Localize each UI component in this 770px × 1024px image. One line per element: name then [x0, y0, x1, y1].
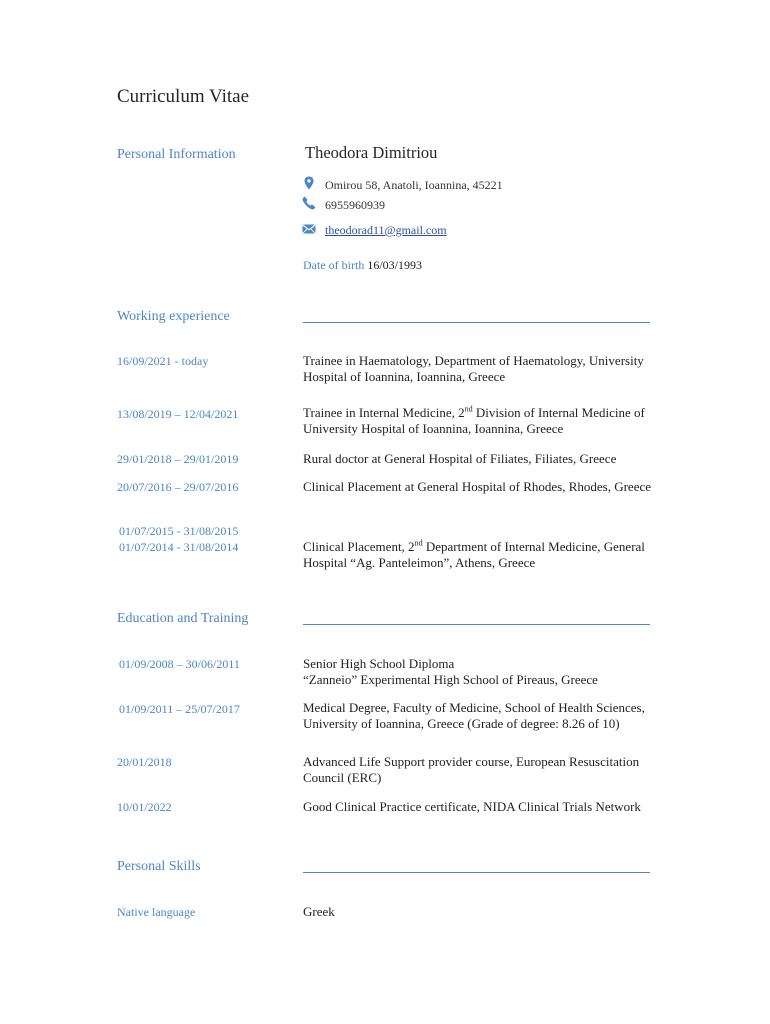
page-title: Curriculum Vitae [117, 86, 250, 107]
person-name: Theodora Dimitriou [305, 143, 438, 162]
native-language-label: Native language [117, 905, 196, 919]
work-description: Rural doctor at General Hospital of Filiates, Filiates, Greece [303, 451, 617, 466]
section-divider [303, 322, 650, 323]
section-divider [303, 624, 650, 625]
education-description: Good Clinical Practice certificate, NIDA Clinical Trials Network [303, 799, 641, 814]
education-date: 01/09/2011 – 25/07/2017 [119, 702, 240, 716]
education-description: Advanced Life Support provider course, European Resuscitation Council (ERC) [303, 754, 640, 785]
date-of-birth [303, 258, 422, 273]
map-pin-icon [302, 176, 316, 190]
work-description: Trainee in Internal Medicine, 2nd Division of Internal Medicine of University Hospital of Ioannina, Ioannina, Greece [303, 404, 645, 436]
work-date: 13/08/2019 – 12/04/2021 [117, 407, 239, 421]
education-date: 10/01/2022 [117, 800, 172, 814]
work-date: 29/01/2018 – 29/01/2019 [117, 452, 239, 466]
phone-text: 6955960939 [325, 198, 385, 212]
date-of-birth-label: Date of birth [303, 258, 365, 272]
education-description: Medical Degree, Faculty of Medicine, School of Health Sciences, University of Ioannina, Greece (Grade of degree: 8.26 of 10) [303, 700, 645, 731]
education-description: Senior High School Diploma “Zanneio” Experimental High School of Pireaus, Greece [303, 656, 598, 687]
working-experience-heading: Working experience [117, 309, 230, 324]
education-training-heading: Education and Training [117, 611, 249, 626]
section-divider [303, 872, 650, 873]
personal-skills-heading: Personal Skills [117, 859, 201, 874]
work-description: Clinical Placement at General Hospital of Rhodes, Rhodes, Greece [303, 479, 652, 494]
envelope-icon [302, 222, 316, 236]
work-description: Trainee in Haematology, Department of Haematology, University Hospital of Ioannina, Ioannina, Greece [303, 353, 644, 384]
work-date: 20/07/2016 – 29/07/2016 [117, 480, 239, 494]
education-date: 20/01/2018 [117, 755, 172, 769]
email-link[interactable]: theodorad11@gmail.com [325, 223, 447, 237]
date-of-birth-value: 16/03/1993 [367, 258, 422, 272]
address-text: Omirou 58, Anatoli, Ioannina, 45221 [325, 178, 503, 192]
work-date: 01/07/2014 - 31/08/2014 [119, 540, 239, 554]
education-date: 01/09/2008 – 30/06/2011 [119, 657, 240, 671]
phone-icon [302, 196, 316, 210]
work-description: Clinical Placement, 2nd Department of Internal Medicine, General Hospital “Ag. Panteleimon”, Athens, Greece [303, 538, 645, 570]
work-date: 16/09/2021 - today [117, 354, 209, 368]
personal-information-heading: Personal Information [117, 147, 236, 162]
work-date: 01/07/2015 - 31/08/2015 [119, 524, 239, 538]
native-language-value: Greek [303, 904, 335, 919]
